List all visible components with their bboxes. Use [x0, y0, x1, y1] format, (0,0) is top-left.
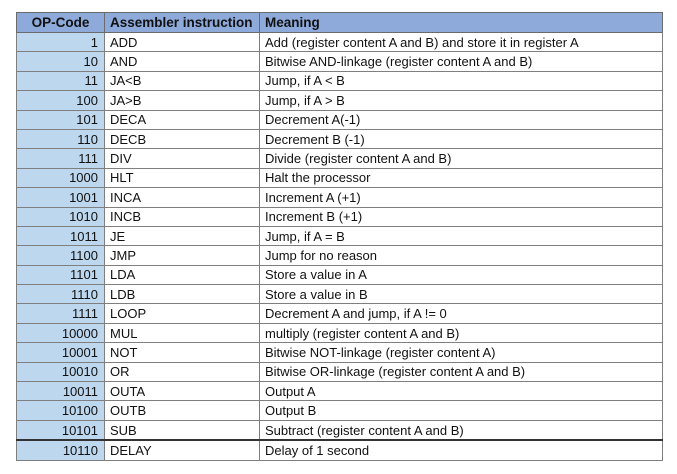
meaning-cell: Jump, if A > B: [260, 91, 663, 110]
table-row: [17, 440, 663, 460]
opcode-cell: 10100: [17, 401, 105, 420]
meaning-cell: Decrement A and jump, if A != 0: [260, 304, 663, 323]
opcode-cell: 1001: [17, 188, 105, 207]
table-row: [17, 149, 663, 168]
opcode-cell: 10: [17, 52, 105, 71]
table-row: [17, 343, 663, 362]
table-row: [17, 304, 663, 323]
instruction-cell: NOT: [105, 343, 260, 362]
opcode-table-container: [16, 12, 663, 461]
table-row: [17, 265, 663, 284]
opcode-cell: 10101: [17, 420, 105, 440]
instruction-cell: JE: [105, 226, 260, 245]
table-row: [17, 420, 663, 440]
table-row: [17, 71, 663, 90]
opcode-cell: 11: [17, 71, 105, 90]
instruction-cell: DIV: [105, 149, 260, 168]
meaning-cell: multiply (register content A and B): [260, 323, 663, 342]
opcode-cell: 1011: [17, 226, 105, 245]
opcode-cell: 110: [17, 129, 105, 148]
table-body: [17, 33, 663, 461]
meaning-cell: Decrement B (-1): [260, 129, 663, 148]
opcode-cell: 10010: [17, 362, 105, 381]
instruction-cell: LDA: [105, 265, 260, 284]
table-row: [17, 323, 663, 342]
meaning-cell: Add (register content A and B) and store it in register A: [260, 33, 663, 52]
meaning-cell: Jump, if A = B: [260, 226, 663, 245]
table-row: [17, 52, 663, 71]
meaning-cell: Store a value in B: [260, 285, 663, 304]
opcode-cell: 10001: [17, 343, 105, 362]
table-row: [17, 110, 663, 129]
opcode-cell: 101: [17, 110, 105, 129]
opcode-cell: 100: [17, 91, 105, 110]
header-instruction: Assembler instruction: [105, 13, 260, 33]
instruction-cell: HLT: [105, 168, 260, 187]
table-row: [17, 91, 663, 110]
opcode-table: [16, 12, 663, 461]
table-row: [17, 362, 663, 381]
meaning-cell: Bitwise OR-linkage (register content A and B): [260, 362, 663, 381]
table-row: [17, 33, 663, 52]
header-row: [17, 13, 663, 33]
instruction-cell: JMP: [105, 246, 260, 265]
instruction-cell: OR: [105, 362, 260, 381]
instruction-cell: SUB: [105, 420, 260, 440]
opcode-cell: 1110: [17, 285, 105, 304]
instruction-cell: MUL: [105, 323, 260, 342]
instruction-cell: DECB: [105, 129, 260, 148]
table-row: [17, 382, 663, 401]
meaning-cell: Jump for no reason: [260, 246, 663, 265]
opcode-cell: 1100: [17, 246, 105, 265]
opcode-cell: 111: [17, 149, 105, 168]
opcode-cell: 1000: [17, 168, 105, 187]
meaning-cell: Output A: [260, 382, 663, 401]
opcode-cell: 1111: [17, 304, 105, 323]
opcode-cell: 10000: [17, 323, 105, 342]
table-row: [17, 401, 663, 420]
instruction-cell: ADD: [105, 33, 260, 52]
instruction-cell: JA>B: [105, 91, 260, 110]
instruction-cell: LDB: [105, 285, 260, 304]
meaning-cell: Store a value in A: [260, 265, 663, 284]
opcode-cell: 10110: [17, 440, 105, 460]
meaning-cell: Increment B (+1): [260, 207, 663, 226]
meaning-cell: Halt the processor: [260, 168, 663, 187]
table-row: [17, 246, 663, 265]
meaning-cell: Bitwise NOT-linkage (register content A): [260, 343, 663, 362]
table-row: [17, 226, 663, 245]
instruction-cell: OUTB: [105, 401, 260, 420]
table-row: [17, 188, 663, 207]
opcode-cell: 1: [17, 33, 105, 52]
table-row: [17, 129, 663, 148]
opcode-cell: 1010: [17, 207, 105, 226]
opcode-cell: 1101: [17, 265, 105, 284]
table-row: [17, 168, 663, 187]
meaning-cell: Bitwise AND-linkage (register content A and B): [260, 52, 663, 71]
meaning-cell: Decrement A(-1): [260, 110, 663, 129]
header-meaning: Meaning: [260, 13, 663, 33]
instruction-cell: INCA: [105, 188, 260, 207]
table-row: [17, 285, 663, 304]
table-row: [17, 207, 663, 226]
meaning-cell: Jump, if A < B: [260, 71, 663, 90]
instruction-cell: LOOP: [105, 304, 260, 323]
instruction-cell: INCB: [105, 207, 260, 226]
meaning-cell: Output B: [260, 401, 663, 420]
meaning-cell: Divide (register content A and B): [260, 149, 663, 168]
opcode-cell: 10011: [17, 382, 105, 401]
instruction-cell: DELAY: [105, 440, 260, 460]
instruction-cell: AND: [105, 52, 260, 71]
instruction-cell: OUTA: [105, 382, 260, 401]
meaning-cell: Subtract (register content A and B): [260, 420, 663, 440]
instruction-cell: DECA: [105, 110, 260, 129]
instruction-cell: JA<B: [105, 71, 260, 90]
meaning-cell: Increment A (+1): [260, 188, 663, 207]
header-opcode: OP-Code: [17, 13, 105, 33]
meaning-cell: Delay of 1 second: [260, 440, 663, 460]
